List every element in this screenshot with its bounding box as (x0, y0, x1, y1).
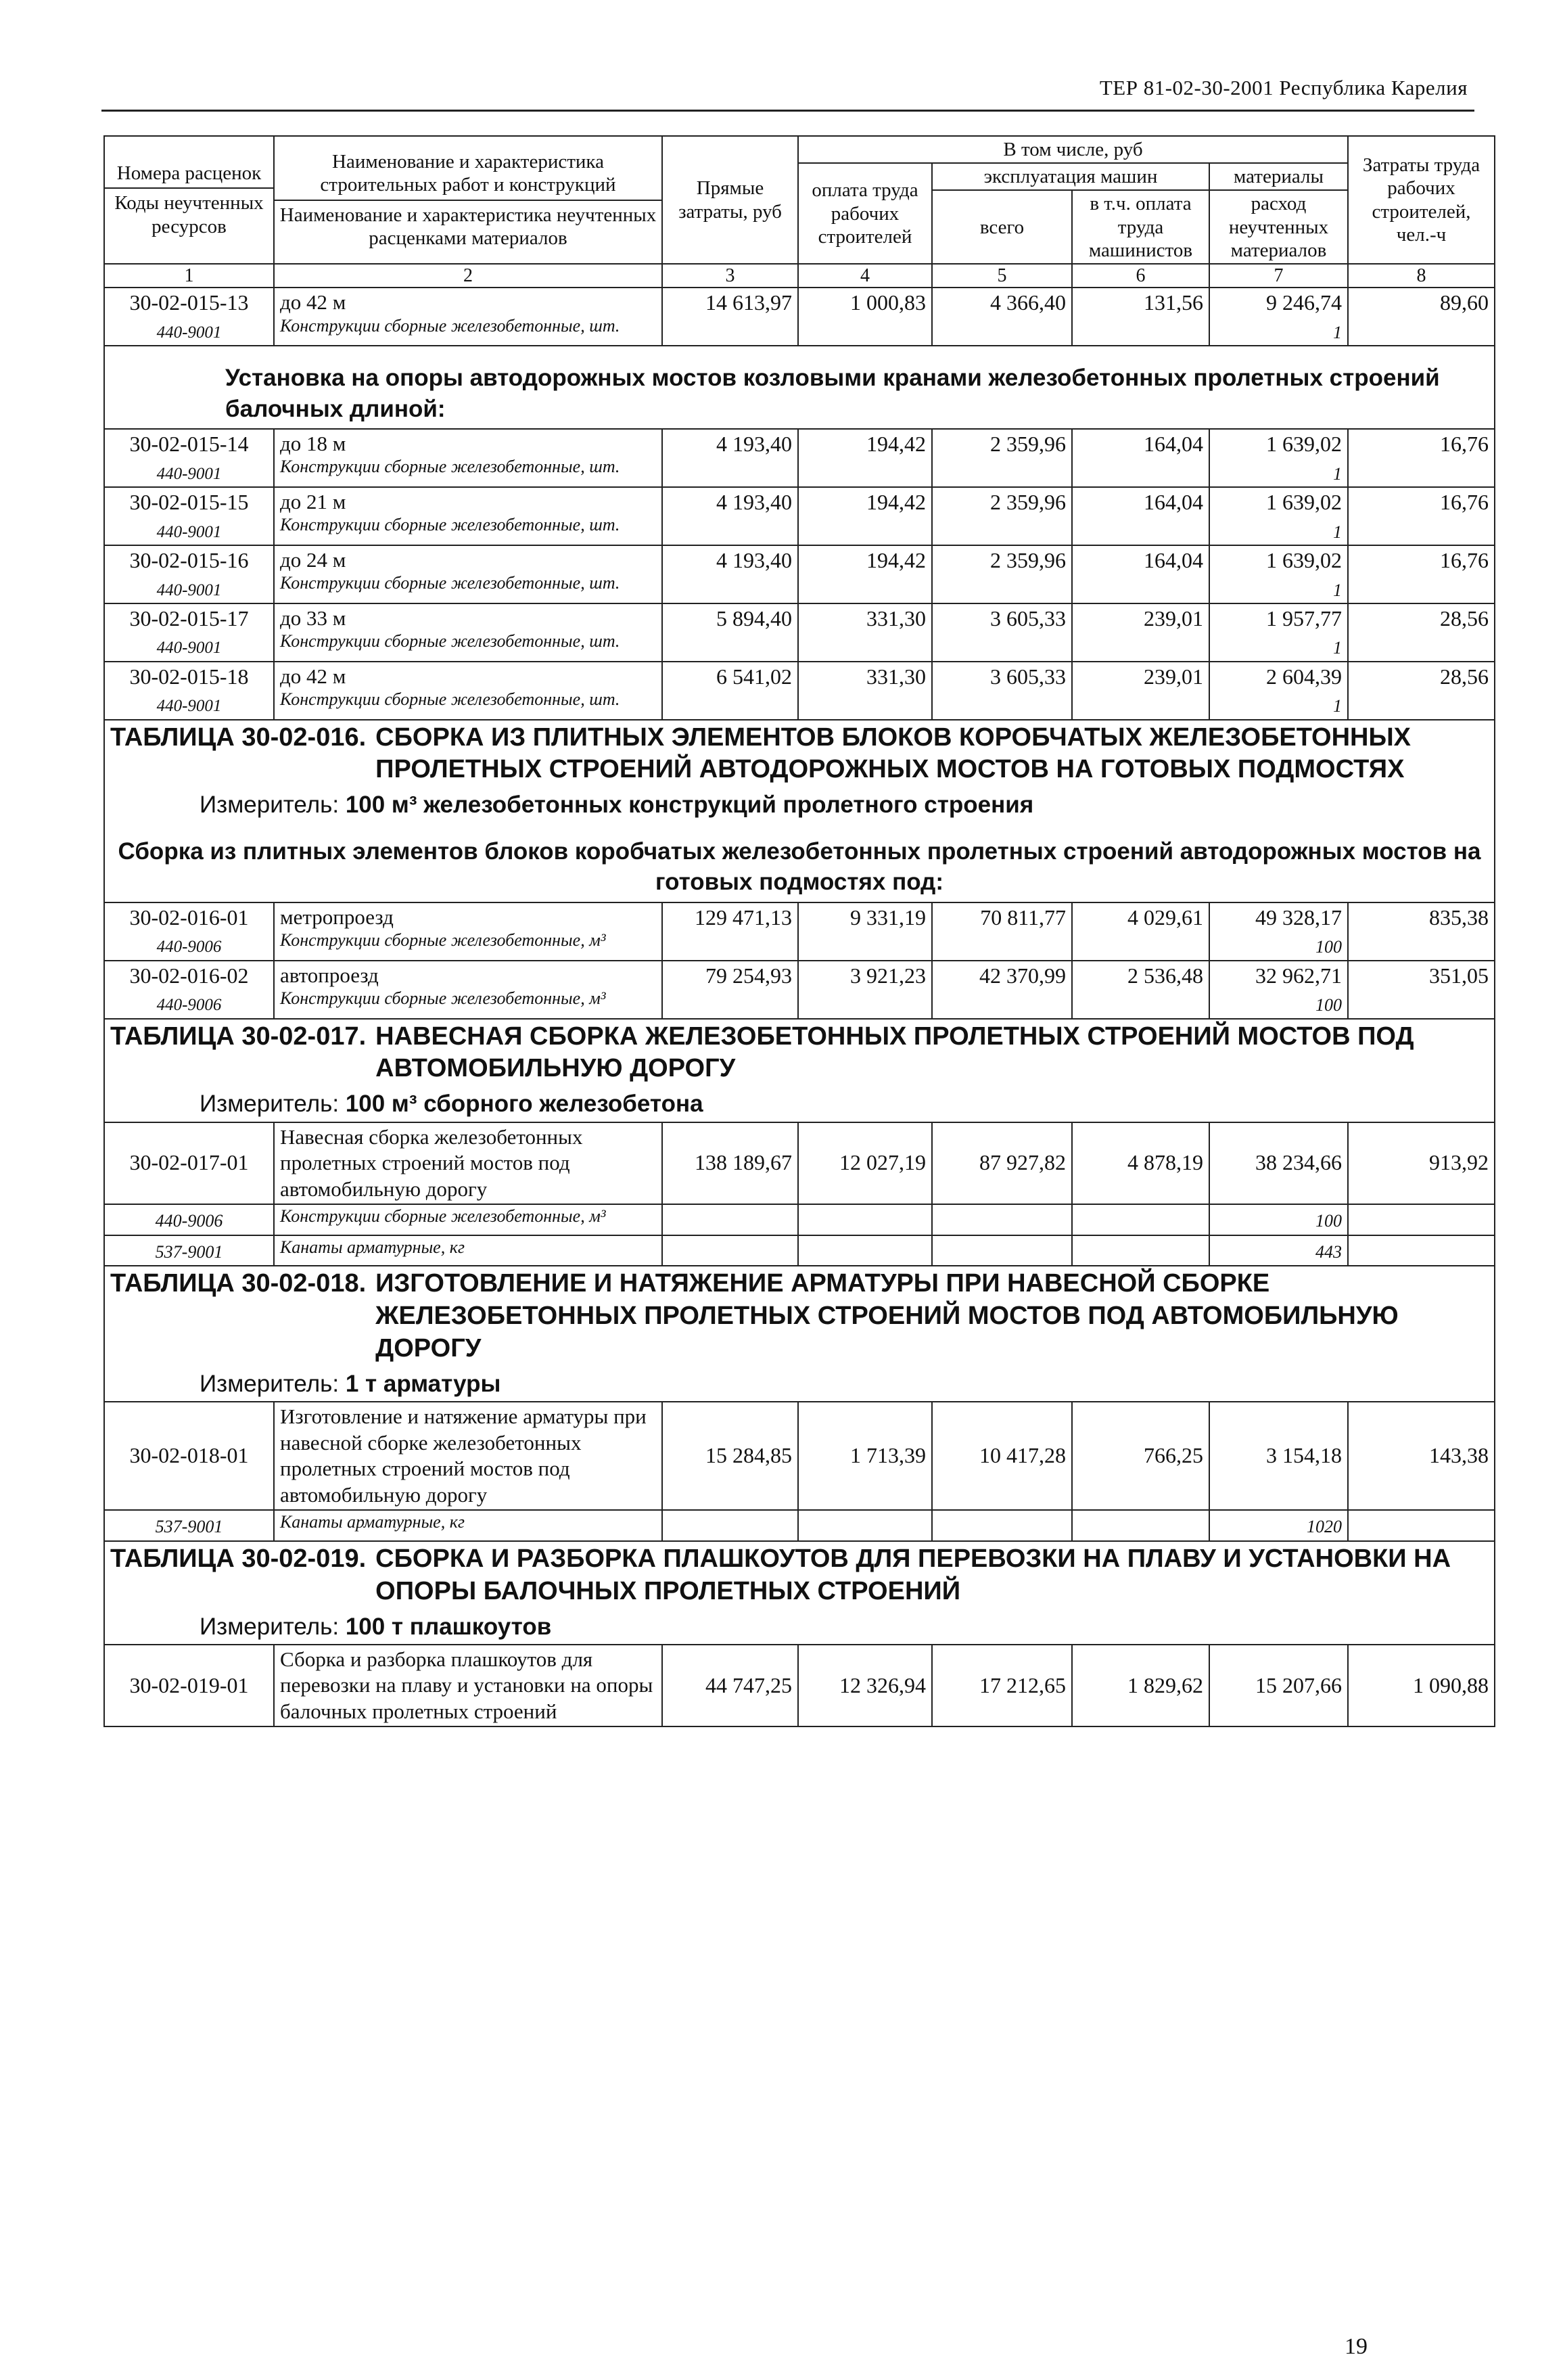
worker-wages: 3 921,23 (798, 961, 932, 1019)
direct-costs: 79 254,93 (662, 961, 798, 1019)
resource-name: Канаты арматурные, кг (274, 1510, 662, 1541)
measure-value: 1 т арматуры (345, 1370, 501, 1397)
materials-cell (1209, 662, 1348, 720)
worker-wages: 12 326,94 (798, 1645, 932, 1726)
table-number: ТАБЛИЦА 30-02-017. (110, 1022, 367, 1051)
rate-number-cell (104, 429, 274, 487)
rate-number: 30-02-015-14 (129, 432, 249, 457)
table-number: ТАБЛИЦА 30-02-018. (110, 1269, 367, 1298)
table-row (104, 288, 1495, 346)
resource-name: Конструкции сборные железобетонные, шт. (280, 315, 620, 336)
measure-value: 100 т плашкоутов (345, 1613, 552, 1640)
work-name: Сборка и разборка плашкоутов для перевозки на плаву и установки на опоры балочных пролетных строений (274, 1645, 662, 1726)
operator-wages: 131,56 (1072, 288, 1209, 346)
rate-number: 30-02-019-01 (104, 1645, 274, 1726)
resource-name: Конструкции сборные железобетонные, шт. (280, 573, 620, 593)
column-number: 5 (932, 264, 1072, 288)
column-number: 7 (1209, 264, 1348, 288)
column-number: 4 (798, 264, 932, 288)
resource-code: 440-9001 (156, 323, 222, 342)
document-code: ТЕР 81-02-30-2001 Республика Карелия (1099, 76, 1468, 99)
name-cell (274, 662, 662, 720)
resource-code: 537-9001 (104, 1235, 274, 1266)
table-row (104, 1645, 1495, 1726)
machines-total: 70 811,77 (932, 902, 1072, 961)
materials-cell (1209, 545, 1348, 603)
operator-wages: 239,01 (1072, 662, 1209, 720)
resource-quantity: 1020 (1209, 1510, 1348, 1541)
worker-wages: 9 331,19 (798, 902, 932, 961)
table-number: ТАБЛИЦА 30-02-016. (110, 723, 367, 752)
table-name: ИЗГОТОВЛЕНИЕ И НАТЯЖЕНИЕ АРМАТУРЫ ПРИ НАВЕСНОЙ СБОРКЕ ЖЕЛЕЗОБЕТОННЫХ ПРОЛЕТНЫХ СТРОЕНИЙ МОСТОВ ПОД АВТОМОБИЛЬНУЮ ДОРОГУ (375, 1269, 1399, 1363)
labor-hours: 835,38 (1348, 902, 1495, 961)
machines-total: 3 605,33 (932, 662, 1072, 720)
materials-cost: 1 639,02 (1266, 489, 1342, 514)
table-row (104, 603, 1495, 662)
materials-cell (1209, 487, 1348, 545)
worker-wages: 194,42 (798, 429, 932, 487)
work-name: до 18 м (280, 432, 346, 456)
resource-code: 440-9001 (156, 697, 222, 716)
labor-hours: 16,76 (1348, 487, 1495, 545)
rate-number-cell (104, 662, 274, 720)
labor-hours: 28,56 (1348, 662, 1495, 720)
col-machines-total-header: всего (932, 190, 1072, 264)
table-row (104, 1122, 1495, 1204)
labor-hours: 16,76 (1348, 429, 1495, 487)
work-name: до 42 м (280, 290, 346, 315)
column-number: 3 (662, 264, 798, 288)
machines-total: 2 359,96 (932, 429, 1072, 487)
name-cell (274, 603, 662, 662)
col-work-name-label: Наименование и характеристика строительных работ и конструкций (320, 151, 616, 196)
col-codes-header (104, 136, 274, 264)
operator-wages: 164,04 (1072, 487, 1209, 545)
rate-number: 30-02-015-13 (129, 290, 249, 315)
materials-cost: 49 328,17 (1255, 905, 1342, 930)
resource-code: 440-9001 (156, 580, 222, 599)
operator-wages: 766,25 (1072, 1402, 1209, 1510)
work-name: Изготовление и натяжение арматуры при навесной сборке железобетонных пролетных строений мостов под автомобильную дорогу (274, 1402, 662, 1510)
measure-prefix: Измеритель: (200, 1613, 340, 1640)
rate-number-cell (104, 603, 274, 662)
measure-value: 100 м³ железобетонных конструкций пролетного строения (345, 792, 1034, 819)
worker-wages: 331,30 (798, 662, 932, 720)
rows-015 (104, 429, 1495, 720)
measure-unit (110, 1085, 1489, 1120)
name-cell (274, 429, 662, 487)
worker-wages: 194,42 (798, 545, 932, 603)
work-name: до 33 м (280, 605, 346, 630)
machines-header: эксплуатация машин (932, 163, 1209, 190)
rate-number: 30-02-017-01 (104, 1122, 274, 1204)
table-row (104, 487, 1495, 545)
group-heading-row (104, 346, 1495, 429)
machines-total: 2 359,96 (932, 545, 1072, 603)
col-material-name-label: Наименование и характеристика неучтенных расценками материалов (275, 200, 661, 250)
operator-wages: 239,01 (1072, 603, 1209, 662)
labor-hours: 28,56 (1348, 603, 1495, 662)
table-title-row (104, 1019, 1495, 1122)
col-worker-wages-header: оплата труда рабочих строителей (798, 163, 932, 264)
table-name: СБОРКА ИЗ ПЛИТНЫХ ЭЛЕМЕНТОВ БЛОКОВ КОРОБЧАТЫХ ЖЕЛЕЗОБЕТОННЫХ ПРОЛЕТНЫХ СТРОЕНИЙ АВТОДОРОЖНЫХ МОСТОВ НА ГОТОВЫХ ПОДМОСТЯХ (375, 723, 1412, 784)
materials-cost: 1 957,77 (1266, 605, 1342, 631)
measure-prefix: Измеритель: (200, 1370, 340, 1397)
materials-cost: 3 154,18 (1209, 1402, 1348, 1510)
col-resource-codes-label: Коды неучтенных ресурсов (105, 187, 273, 237)
resource-code: 440-9006 (156, 996, 222, 1015)
rates-table-region (103, 135, 1494, 1727)
machines-total: 87 927,82 (932, 1122, 1072, 1204)
materials-cost: 1 639,02 (1266, 432, 1342, 457)
name-cell (274, 288, 662, 346)
rate-number: 30-02-016-01 (129, 905, 249, 930)
rate-number-cell (104, 487, 274, 545)
rows-016 (104, 902, 1495, 1019)
table-title-row (104, 1541, 1495, 1645)
measure-prefix: Измеритель: (200, 1091, 340, 1118)
resource-code: 440-9001 (156, 639, 222, 658)
table-row (104, 429, 1495, 487)
materials-cost: 32 962,71 (1255, 963, 1342, 988)
col-labor-hours-header: Затраты труда рабочих строителей, чел.-ч (1348, 136, 1495, 264)
work-name: до 24 м (280, 547, 346, 572)
materials-cost: 9 246,74 (1266, 290, 1342, 315)
measure-value: 100 м³ сборного железобетона (345, 1091, 703, 1118)
direct-costs: 129 471,13 (662, 902, 798, 961)
resource-row (104, 1235, 1495, 1266)
rates-table (103, 135, 1495, 1727)
direct-costs: 4 193,40 (662, 545, 798, 603)
resource-quantity: 1 (1333, 522, 1342, 542)
rate-number: 30-02-015-17 (129, 605, 249, 631)
worker-wages: 1 000,83 (798, 288, 932, 346)
resource-name: Конструкции сборные железобетонные, шт. (280, 631, 620, 651)
name-cell (274, 545, 662, 603)
resource-name: Конструкции сборные железобетонные, м³ (280, 988, 606, 1009)
table-title (110, 1543, 1489, 1608)
resource-name: Конструкции сборные железобетонные, шт. (280, 457, 620, 477)
resource-name: Конструкции сборные железобетонные, м³ (280, 930, 606, 951)
rate-number: 30-02-016-02 (129, 963, 249, 988)
machines-total: 10 417,28 (932, 1402, 1072, 1510)
table-header (104, 136, 1495, 288)
resource-quantity: 100 (1209, 1204, 1348, 1235)
operator-wages: 2 536,48 (1072, 961, 1209, 1019)
table-row (104, 662, 1495, 720)
resource-row (104, 1204, 1495, 1235)
page-number: 19 (1345, 2334, 1368, 2359)
resource-quantity: 1 (1333, 696, 1342, 716)
materials-cost: 15 207,66 (1209, 1645, 1348, 1726)
resource-quantity: 1 (1333, 580, 1342, 600)
direct-costs: 6 541,02 (662, 662, 798, 720)
col-name-header (274, 136, 662, 264)
labor-hours: 351,05 (1348, 961, 1495, 1019)
col-direct-costs-header: Прямые затраты, руб (662, 136, 798, 264)
materials-cost: 1 639,02 (1266, 547, 1342, 572)
table-name: НАВЕСНАЯ СБОРКА ЖЕЛЕЗОБЕТОННЫХ ПРОЛЕТНЫХ СТРОЕНИЙ МОСТОВ ПОД АВТОМОБИЛЬНУЮ ДОРОГУ (375, 1022, 1414, 1083)
table-row (104, 1402, 1495, 1510)
machines-total: 17 212,65 (932, 1645, 1072, 1726)
resource-name: Конструкции сборные железобетонные, шт. (280, 515, 620, 535)
resource-code: 440-9001 (156, 464, 222, 483)
direct-costs: 5 894,40 (662, 603, 798, 662)
materials-cost: 2 604,39 (1266, 664, 1342, 689)
rate-number-cell (104, 545, 274, 603)
materials-cell (1209, 429, 1348, 487)
column-number: 2 (274, 264, 662, 288)
page-header (101, 70, 1474, 112)
worker-wages: 194,42 (798, 487, 932, 545)
resource-name: Конструкции сборные железобетонные, м³ (274, 1204, 662, 1235)
column-number: 8 (1348, 264, 1495, 288)
labor-hours: 1 090,88 (1348, 1645, 1495, 1726)
machines-total: 4 366,40 (932, 288, 1072, 346)
col-unaccounted-materials-header: расход неучтенных материалов (1209, 190, 1348, 264)
direct-costs: 4 193,40 (662, 487, 798, 545)
measure-unit (110, 1608, 1489, 1643)
table-title-row (104, 720, 1495, 902)
work-name: до 21 м (280, 489, 346, 513)
resource-quantity: 1 (1333, 463, 1342, 484)
resource-quantity: 100 (1315, 995, 1342, 1015)
column-numbers-row (104, 264, 1495, 288)
resource-name: Конструкции сборные железобетонные, шт. (280, 689, 620, 710)
table-row (104, 545, 1495, 603)
labor-hours: 16,76 (1348, 545, 1495, 603)
resource-quantity: 1 (1333, 322, 1342, 342)
col-rate-numbers-label: Номера расценок (116, 162, 262, 185)
work-name: метропроезд (280, 905, 394, 929)
measure-prefix: Измеритель: (200, 792, 340, 819)
worker-wages: 331,30 (798, 603, 932, 662)
resource-code: 440-9006 (104, 1204, 274, 1235)
table-number: ТАБЛИЦА 30-02-019. (110, 1544, 367, 1573)
rate-number: 30-02-015-16 (129, 547, 249, 572)
labor-hours: 913,92 (1348, 1122, 1495, 1204)
resource-quantity: 443 (1209, 1235, 1348, 1266)
machines-total: 3 605,33 (932, 603, 1072, 662)
table-row (104, 961, 1495, 1019)
machines-total: 2 359,96 (932, 487, 1072, 545)
materials-cell (1209, 902, 1348, 961)
direct-costs: 138 189,67 (662, 1122, 798, 1204)
group-including-header: В том числе, руб (798, 136, 1348, 163)
work-name: автопроезд (280, 963, 379, 987)
materials-cell (1209, 288, 1348, 346)
direct-costs: 15 284,85 (662, 1402, 798, 1510)
machines-total: 42 370,99 (932, 961, 1072, 1019)
table-row (104, 902, 1495, 961)
resource-quantity: 100 (1315, 937, 1342, 957)
operator-wages: 4 878,19 (1072, 1122, 1209, 1204)
operator-wages: 164,04 (1072, 545, 1209, 603)
name-cell (274, 487, 662, 545)
materials-cell (1209, 603, 1348, 662)
table-title (110, 1268, 1489, 1365)
table-name: СБОРКА И РАЗБОРКА ПЛАШКОУТОВ ДЛЯ ПЕРЕВОЗКИ НА ПЛАВУ И УСТАНОВКИ НА ОПОРЫ БАЛОЧНЫХ ПРОЛЕТНЫХ СТРОЕНИЙ (375, 1544, 1451, 1605)
table-title (110, 722, 1489, 787)
table-title (110, 1021, 1489, 1086)
resource-name: Канаты арматурные, кг (274, 1235, 662, 1266)
direct-costs: 44 747,25 (662, 1645, 798, 1726)
direct-costs: 4 193,40 (662, 429, 798, 487)
materials-header: материалы (1209, 163, 1348, 190)
resource-code: 440-9001 (156, 522, 222, 541)
materials-cell (1209, 961, 1348, 1019)
work-name: Навесная сборка железобетонных пролетных строений мостов под автомобильную дорогу (274, 1122, 662, 1204)
resource-code: 537-9001 (104, 1510, 274, 1541)
measure-unit (110, 786, 1489, 821)
table-title-row (104, 1266, 1495, 1402)
direct-costs: 14 613,97 (662, 288, 798, 346)
operator-wages: 1 829,62 (1072, 1645, 1209, 1726)
rate-number-cell (104, 288, 274, 346)
worker-wages: 12 027,19 (798, 1122, 932, 1204)
labor-hours: 143,38 (1348, 1402, 1495, 1510)
operator-wages: 164,04 (1072, 429, 1209, 487)
work-name: до 42 м (280, 664, 346, 688)
name-cell (274, 902, 662, 961)
rate-number: 30-02-015-18 (129, 664, 249, 689)
column-number: 6 (1072, 264, 1209, 288)
resource-code: 440-9006 (156, 938, 222, 957)
rate-number-cell (104, 902, 274, 961)
col-operator-wages-header: в т.ч. оплата труда машинистов (1072, 190, 1209, 264)
resource-quantity: 1 (1333, 638, 1342, 658)
group-heading: Установка на опоры автодорожных мостов козловыми кранами железобетонных пролетных строений балочных длиной: (225, 365, 1440, 422)
group-heading: Сборка из плитных элементов блоков коробчатых железобетонных пролетных строений автодорожных мостов на готовых подмостях под: (118, 838, 1481, 896)
rate-number-cell (104, 961, 274, 1019)
labor-hours: 89,60 (1348, 288, 1495, 346)
worker-wages: 1 713,39 (798, 1402, 932, 1510)
column-number: 1 (104, 264, 274, 288)
measure-unit (110, 1365, 1489, 1400)
materials-cost: 38 234,66 (1209, 1122, 1348, 1204)
operator-wages: 4 029,61 (1072, 902, 1209, 961)
resource-row (104, 1510, 1495, 1541)
name-cell (274, 961, 662, 1019)
rate-number: 30-02-015-15 (129, 489, 249, 514)
rate-number: 30-02-018-01 (104, 1402, 274, 1510)
